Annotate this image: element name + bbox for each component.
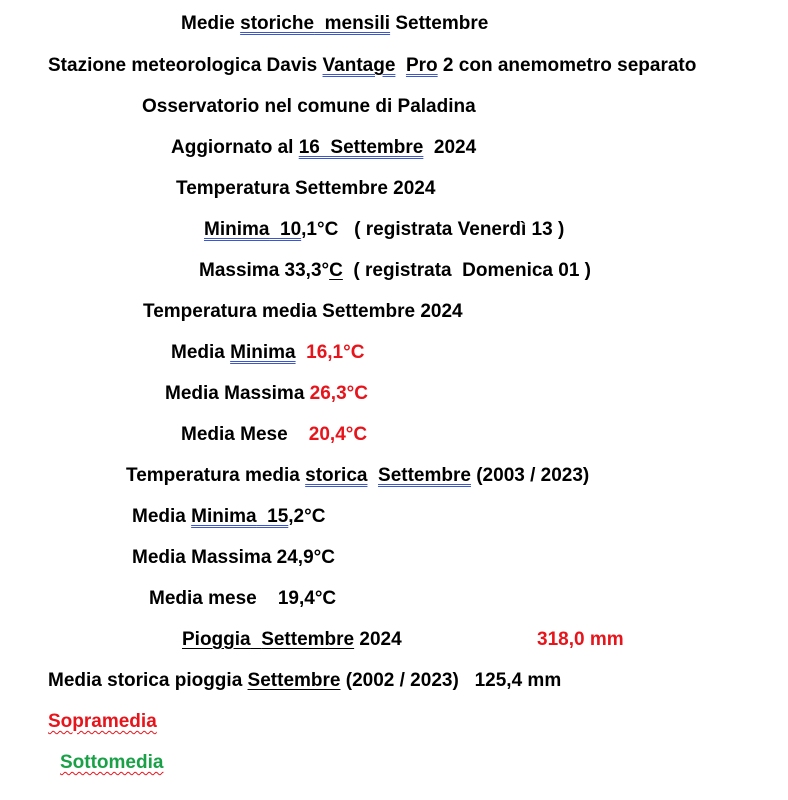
average-minimum-prefix: Media — [171, 342, 231, 363]
title-text-month: Settembre — [390, 13, 489, 34]
historical-heading-month: Settembre — [378, 465, 471, 486]
average-month-label: Media Mese — [181, 424, 309, 445]
historical-minimum-label: Minima — [191, 506, 257, 527]
minimum-label: Minima — [204, 219, 270, 240]
update-text-date: 16 Settembre — [298, 137, 424, 158]
average-heading-text: Temperatura media Settembre 2024 — [143, 301, 463, 322]
average-minimum-value: 16,1°C — [295, 342, 365, 363]
section-heading-text: Temperatura Settembre 2024 — [176, 178, 436, 199]
average-maximum-label: Media Massima — [165, 383, 310, 404]
title-text-mensili: mensili — [314, 13, 391, 34]
document-title — [181, 12, 488, 36]
rain-year: 2024 — [354, 629, 402, 650]
average-maximum-line — [165, 382, 368, 406]
historical-month-line — [149, 587, 336, 611]
title-text-1: Medie — [181, 13, 241, 34]
historical-heading-storica: storica — [305, 465, 368, 486]
legend-above-average — [48, 710, 157, 734]
historical-minimum-prefix: Media — [132, 506, 192, 527]
minimum-value-integer: 10 — [269, 219, 302, 240]
historical-heading-period: (2003 / 2023) — [470, 465, 590, 486]
maximum-unit: C — [329, 260, 343, 281]
title-text-storiche: storiche — [240, 13, 315, 34]
station-text-pro: Pro — [405, 55, 438, 76]
station-text-2: 2 con anemometro separato — [437, 55, 697, 76]
station-description — [48, 54, 696, 78]
station-text-vantage: Vantage — [322, 55, 396, 76]
update-text-year: 2024 — [423, 137, 477, 158]
rain-label-gap — [251, 629, 262, 650]
maximum-label-value: Massima 33,3° — [199, 260, 330, 281]
section-heading-monthly-temperature — [176, 177, 435, 201]
average-minimum-label: Minima — [230, 342, 296, 363]
average-minimum-line — [171, 341, 364, 365]
station-text-1: Stazione meteorologica Davis — [48, 55, 323, 76]
section-heading-average-temperature — [143, 300, 463, 324]
historical-heading-text-1: Temperatura media — [126, 465, 306, 486]
legend-below-average — [60, 751, 163, 775]
section-heading-historical-temperature — [126, 464, 589, 488]
historical-minimum-integer: 15 — [256, 506, 289, 527]
minimum-value-rest: ,1°C ( registrata Venerdì 13 ) — [301, 219, 565, 240]
historical-maximum-text: Media Massima 24,9°C — [132, 547, 335, 568]
average-month-line — [181, 423, 367, 447]
historical-maximum-line — [132, 546, 335, 570]
maximum-temperature-line — [199, 259, 591, 283]
rain-month-line — [182, 628, 402, 652]
historical-minimum-line — [132, 505, 325, 529]
station-text-gap — [395, 55, 406, 76]
historical-heading-gap — [367, 465, 378, 486]
observatory-text: Osservatorio nel comune di Paladina — [142, 96, 476, 117]
legend-below-average-text: Sottomedia — [60, 752, 164, 773]
legend-above-average-text: Sopramedia — [48, 711, 157, 732]
rain-month: Settembre — [261, 629, 355, 650]
average-maximum-value: 26,3°C — [309, 383, 368, 404]
historical-rain-line — [48, 669, 561, 693]
historical-rain-text-2: (2002 / 2023) 125,4 mm — [340, 670, 562, 691]
average-month-value: 20,4°C — [308, 424, 368, 445]
historical-minimum-rest: ,2°C — [288, 506, 326, 527]
historical-rain-month: Settembre — [247, 670, 341, 691]
historical-month-text: Media mese 19,4°C — [149, 588, 337, 609]
historical-rain-text-1: Media storica pioggia — [48, 670, 248, 691]
update-date — [171, 136, 476, 160]
maximum-note: ( registrata Domenica 01 ) — [342, 260, 592, 281]
update-text-1: Aggiornato al — [171, 137, 299, 158]
rain-label: Pioggia — [182, 629, 251, 650]
observatory-location — [142, 95, 476, 119]
minimum-temperature-line — [204, 218, 564, 242]
rain-total-value: 318,0 mm — [537, 629, 624, 650]
